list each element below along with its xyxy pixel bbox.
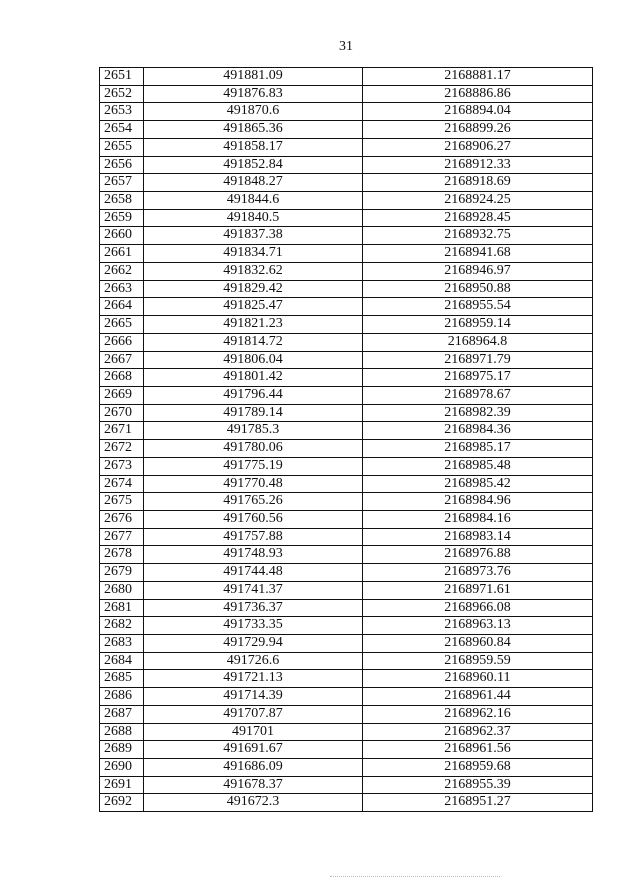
x-coordinate-cell: 491780.06 [144, 440, 363, 458]
x-coordinate-cell: 491858.17 [144, 139, 363, 157]
x-coordinate-cell: 491829.42 [144, 281, 363, 299]
y-coordinate-cell: 2168984.96 [363, 493, 593, 511]
y-coordinate-cell: 2168928.45 [363, 210, 593, 228]
x-coordinate-cell: 491770.48 [144, 476, 363, 494]
point-number-cell: 2689 [100, 741, 144, 759]
x-coordinate-cell: 491844.6 [144, 192, 363, 210]
y-coordinate-cell: 2168918.69 [363, 174, 593, 192]
x-coordinate-cell: 491691.67 [144, 741, 363, 759]
y-coordinate-cell: 2168962.16 [363, 706, 593, 724]
y-coordinate-cell: 2168984.36 [363, 422, 593, 440]
x-coordinate-cell: 491840.5 [144, 210, 363, 228]
point-number-cell: 2655 [100, 139, 144, 157]
point-number-cell: 2667 [100, 352, 144, 370]
x-coordinate-cell: 491707.87 [144, 706, 363, 724]
point-number-cell: 2688 [100, 724, 144, 742]
y-coordinate-cell: 2168959.59 [363, 653, 593, 671]
point-number-cell: 2671 [100, 422, 144, 440]
point-number-cell: 2687 [100, 706, 144, 724]
y-coordinate-cell: 2168961.56 [363, 741, 593, 759]
x-coordinate-cell: 491806.04 [144, 352, 363, 370]
point-number-cell: 2669 [100, 387, 144, 405]
point-number-cell: 2656 [100, 157, 144, 175]
y-coordinate-cell: 2168985.48 [363, 458, 593, 476]
x-coordinate-cell: 491775.19 [144, 458, 363, 476]
y-coordinate-cell: 2168955.54 [363, 298, 593, 316]
x-coordinate-cell: 491821.23 [144, 316, 363, 334]
point-number-cell: 2691 [100, 777, 144, 795]
y-coordinate-cell: 2168978.67 [363, 387, 593, 405]
y-coordinate-cell: 2168982.39 [363, 405, 593, 423]
y-coordinate-cell: 2168946.97 [363, 263, 593, 281]
point-number-cell: 2676 [100, 511, 144, 529]
y-coordinate-cell: 2168971.61 [363, 582, 593, 600]
point-number-cell: 2654 [100, 121, 144, 139]
y-coordinate-cell: 2168959.68 [363, 759, 593, 777]
y-coordinate-cell: 2168961.44 [363, 688, 593, 706]
y-coordinate-cell: 2168941.68 [363, 245, 593, 263]
point-number-cell: 2679 [100, 564, 144, 582]
y-coordinate-cell: 2168983.14 [363, 529, 593, 547]
point-number-cell: 2678 [100, 546, 144, 564]
y-coordinate-cell: 2168985.17 [363, 440, 593, 458]
x-coordinate-cell: 491825.47 [144, 298, 363, 316]
scan-artifact [330, 876, 500, 877]
point-number-cell: 2666 [100, 334, 144, 352]
x-coordinate-cell: 491736.37 [144, 600, 363, 618]
y-coordinate-cell: 2168899.26 [363, 121, 593, 139]
point-number-cell: 2692 [100, 794, 144, 812]
x-coordinate-cell: 491814.72 [144, 334, 363, 352]
coordinates-table [99, 67, 593, 812]
x-coordinate-cell: 491757.88 [144, 529, 363, 547]
point-number-cell: 2663 [100, 281, 144, 299]
y-coordinate-cell: 2168964.8 [363, 334, 593, 352]
point-number-cell: 2657 [100, 174, 144, 192]
y-coordinate-cell: 2168932.75 [363, 227, 593, 245]
x-coordinate-cell: 491678.37 [144, 777, 363, 795]
x-coordinate-cell: 491748.93 [144, 546, 363, 564]
x-coordinate-cell: 491733.35 [144, 617, 363, 635]
x-coordinate-cell: 491686.09 [144, 759, 363, 777]
y-coordinate-cell: 2168959.14 [363, 316, 593, 334]
y-coordinate-cell: 2168962.37 [363, 724, 593, 742]
point-number-cell: 2681 [100, 600, 144, 618]
x-coordinate-cell: 491881.09 [144, 68, 363, 86]
x-coordinate-cell: 491796.44 [144, 387, 363, 405]
y-coordinate-cell: 2168912.33 [363, 157, 593, 175]
point-number-cell: 2685 [100, 670, 144, 688]
x-coordinate-cell: 491701 [144, 724, 363, 742]
x-coordinate-cell: 491848.27 [144, 174, 363, 192]
y-coordinate-cell: 2168924.25 [363, 192, 593, 210]
y-coordinate-cell: 2168975.17 [363, 369, 593, 387]
x-coordinate-cell: 491765.26 [144, 493, 363, 511]
point-number-cell: 2675 [100, 493, 144, 511]
y-coordinate-cell: 2168950.88 [363, 281, 593, 299]
x-coordinate-cell: 491714.39 [144, 688, 363, 706]
point-number-cell: 2674 [100, 476, 144, 494]
point-number-cell: 2662 [100, 263, 144, 281]
y-coordinate-cell: 2168973.76 [363, 564, 593, 582]
point-number-cell: 2672 [100, 440, 144, 458]
y-coordinate-cell: 2168886.86 [363, 86, 593, 104]
x-coordinate-cell: 491721.13 [144, 670, 363, 688]
x-coordinate-cell: 491760.56 [144, 511, 363, 529]
x-coordinate-cell: 491870.6 [144, 103, 363, 121]
point-number-cell: 2690 [100, 759, 144, 777]
y-coordinate-cell: 2168976.88 [363, 546, 593, 564]
y-coordinate-cell: 2168984.16 [363, 511, 593, 529]
y-coordinate-cell: 2168966.08 [363, 600, 593, 618]
point-number-cell: 2664 [100, 298, 144, 316]
point-number-cell: 2670 [100, 405, 144, 423]
y-coordinate-cell: 2168960.84 [363, 635, 593, 653]
x-coordinate-cell: 491744.48 [144, 564, 363, 582]
point-number-cell: 2661 [100, 245, 144, 263]
x-coordinate-cell: 491789.14 [144, 405, 363, 423]
x-coordinate-cell: 491785.3 [144, 422, 363, 440]
y-coordinate-cell: 2168985.42 [363, 476, 593, 494]
y-coordinate-cell: 2168951.27 [363, 794, 593, 812]
y-coordinate-cell: 2168963.13 [363, 617, 593, 635]
point-number-cell: 2683 [100, 635, 144, 653]
point-number-cell: 2651 [100, 68, 144, 86]
x-coordinate-cell: 491837.38 [144, 227, 363, 245]
x-coordinate-cell: 491672.3 [144, 794, 363, 812]
page-number: 31 [339, 39, 353, 54]
x-coordinate-cell: 491741.37 [144, 582, 363, 600]
x-coordinate-cell: 491832.62 [144, 263, 363, 281]
y-coordinate-cell: 2168881.17 [363, 68, 593, 86]
point-number-cell: 2659 [100, 210, 144, 228]
point-number-cell: 2680 [100, 582, 144, 600]
point-number-cell: 2652 [100, 86, 144, 104]
y-coordinate-cell: 2168894.04 [363, 103, 593, 121]
y-coordinate-cell: 2168971.79 [363, 352, 593, 370]
y-coordinate-cell: 2168960.11 [363, 670, 593, 688]
point-number-cell: 2684 [100, 653, 144, 671]
y-coordinate-cell: 2168906.27 [363, 139, 593, 157]
point-number-cell: 2660 [100, 227, 144, 245]
point-number-cell: 2682 [100, 617, 144, 635]
x-coordinate-cell: 491801.42 [144, 369, 363, 387]
x-coordinate-cell: 491726.6 [144, 653, 363, 671]
x-coordinate-cell: 491865.36 [144, 121, 363, 139]
point-number-cell: 2668 [100, 369, 144, 387]
point-number-cell: 2673 [100, 458, 144, 476]
point-number-cell: 2658 [100, 192, 144, 210]
point-number-cell: 2677 [100, 529, 144, 547]
x-coordinate-cell: 491876.83 [144, 86, 363, 104]
x-coordinate-cell: 491729.94 [144, 635, 363, 653]
point-number-cell: 2653 [100, 103, 144, 121]
x-coordinate-cell: 491852.84 [144, 157, 363, 175]
x-coordinate-cell: 491834.71 [144, 245, 363, 263]
point-number-cell: 2686 [100, 688, 144, 706]
point-number-cell: 2665 [100, 316, 144, 334]
y-coordinate-cell: 2168955.39 [363, 777, 593, 795]
